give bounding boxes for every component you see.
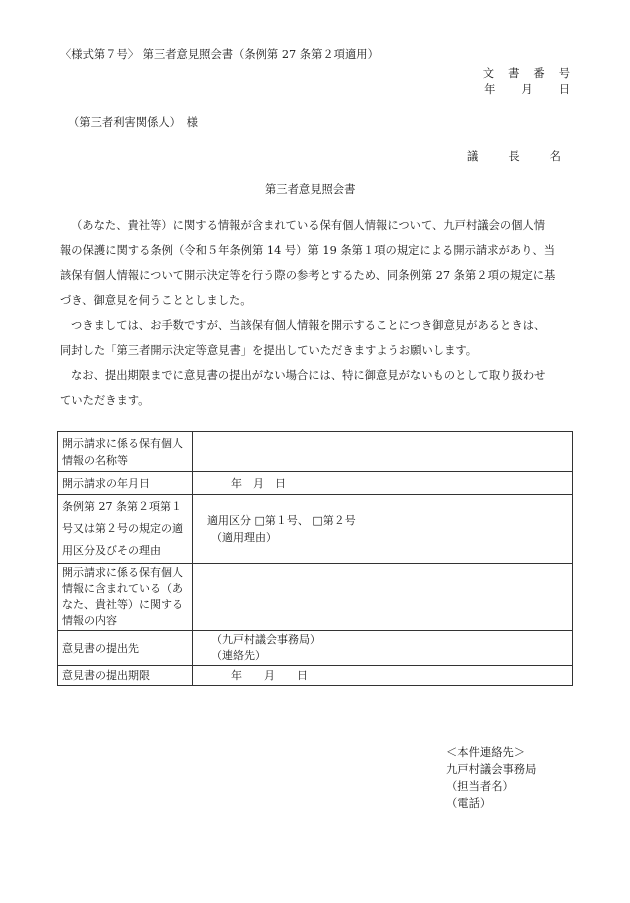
para1-line: 該保有個人情報について開示決定等を行う際の参考とするため、同条例第 27 条第２項の規定に基 [60,269,556,282]
table-row [58,666,573,686]
date-label [484,81,570,97]
sender-char: 長 [508,150,520,163]
category-checkboxes: 適用区分 □第１号、 □第２号 [207,514,356,527]
date-char-year: 年 [484,83,496,96]
date-char-month: 月 [521,83,533,96]
form-label: 〈様式第７号〉 第三者意見照会書（条例第 27 条第２項適用） [60,48,379,61]
page-title: 第三者意見照会書 [265,183,356,196]
doc-number-char: 書 [508,67,520,80]
table-row [58,564,573,631]
contact-heading: ＜本件連絡先＞ [446,746,526,759]
row-value-request-date: 年 月 日 [193,472,573,495]
row-label-request-date: 開示請求の年月日 [58,472,193,495]
sender-name [467,148,561,164]
date-char-day: 日 [558,83,570,96]
info-table [57,431,573,686]
sender-char: 名 [549,150,561,163]
doc-number-char: 文 [482,67,495,80]
para1-line: づき、御意見を伺うこととしました。 [60,294,252,307]
row-label-info-content: 開示請求に係る保有個人情報に含まれている（あなた、貴社等）に関する情報の内容 [58,564,193,631]
contact-person: （担当者名） [446,780,514,793]
contact-office: 九戸村議会事務局 [446,763,537,776]
addressee: （第三者利害関係人） 様 [68,116,198,129]
submit-office: （九戸村議会事務局） [211,633,321,646]
doc-number-char: 番 [533,67,545,80]
row-label-applicable-category: 条例第 27 条第２項第１号又は第２号の規定の適用区分及びその理由 [58,495,193,564]
table-row [58,495,573,564]
submit-contact: （連絡先） [211,649,266,662]
para1-line: 報の保護に関する条例（令和５年条例第 14 号）第 19 条第１項の規定による開示請求があり、当 [60,244,555,257]
body-text [60,213,570,413]
row-value-submit-to [193,631,573,666]
row-value-applicable-category [193,495,573,564]
row-label-submit-to: 意見書の提出先 [58,631,193,666]
para3-line: なお、提出期限までに意見書の提出がない場合には、特に御意見がないものとして取り扱わせ [71,369,546,382]
row-value-info-content [193,564,573,631]
document-number-label [483,65,570,81]
para2-line: つきましては、お手数ですが、当該保有個人情報を開示することにつき御意見があるときは、 [71,319,546,332]
table-row [58,432,573,472]
doc-number-char: 号 [558,67,570,80]
reason-label: （適用理由） [211,531,277,544]
row-value-deadline: 年 月 日 [193,666,573,686]
para2-line: 同封した「第三者開示決定等意見書」を提出していただきますようお願いします。 [60,344,478,357]
row-label-info-name: 開示請求に係る保有個人情報の名称等 [58,432,193,472]
para3-line: ていただきます。 [60,394,150,407]
sender-char: 議 [467,150,479,163]
row-label-deadline: 意見書の提出期限 [58,666,193,686]
contact-phone: （電話） [446,797,492,810]
para1-line: （あなた、貴社等）に関する情報が含まれている保有個人情報について、九戸村議会の個人情 [71,219,546,232]
table-row [58,472,573,495]
row-value-info-name [193,432,573,472]
table-row [58,631,573,666]
contact-block [446,744,536,812]
